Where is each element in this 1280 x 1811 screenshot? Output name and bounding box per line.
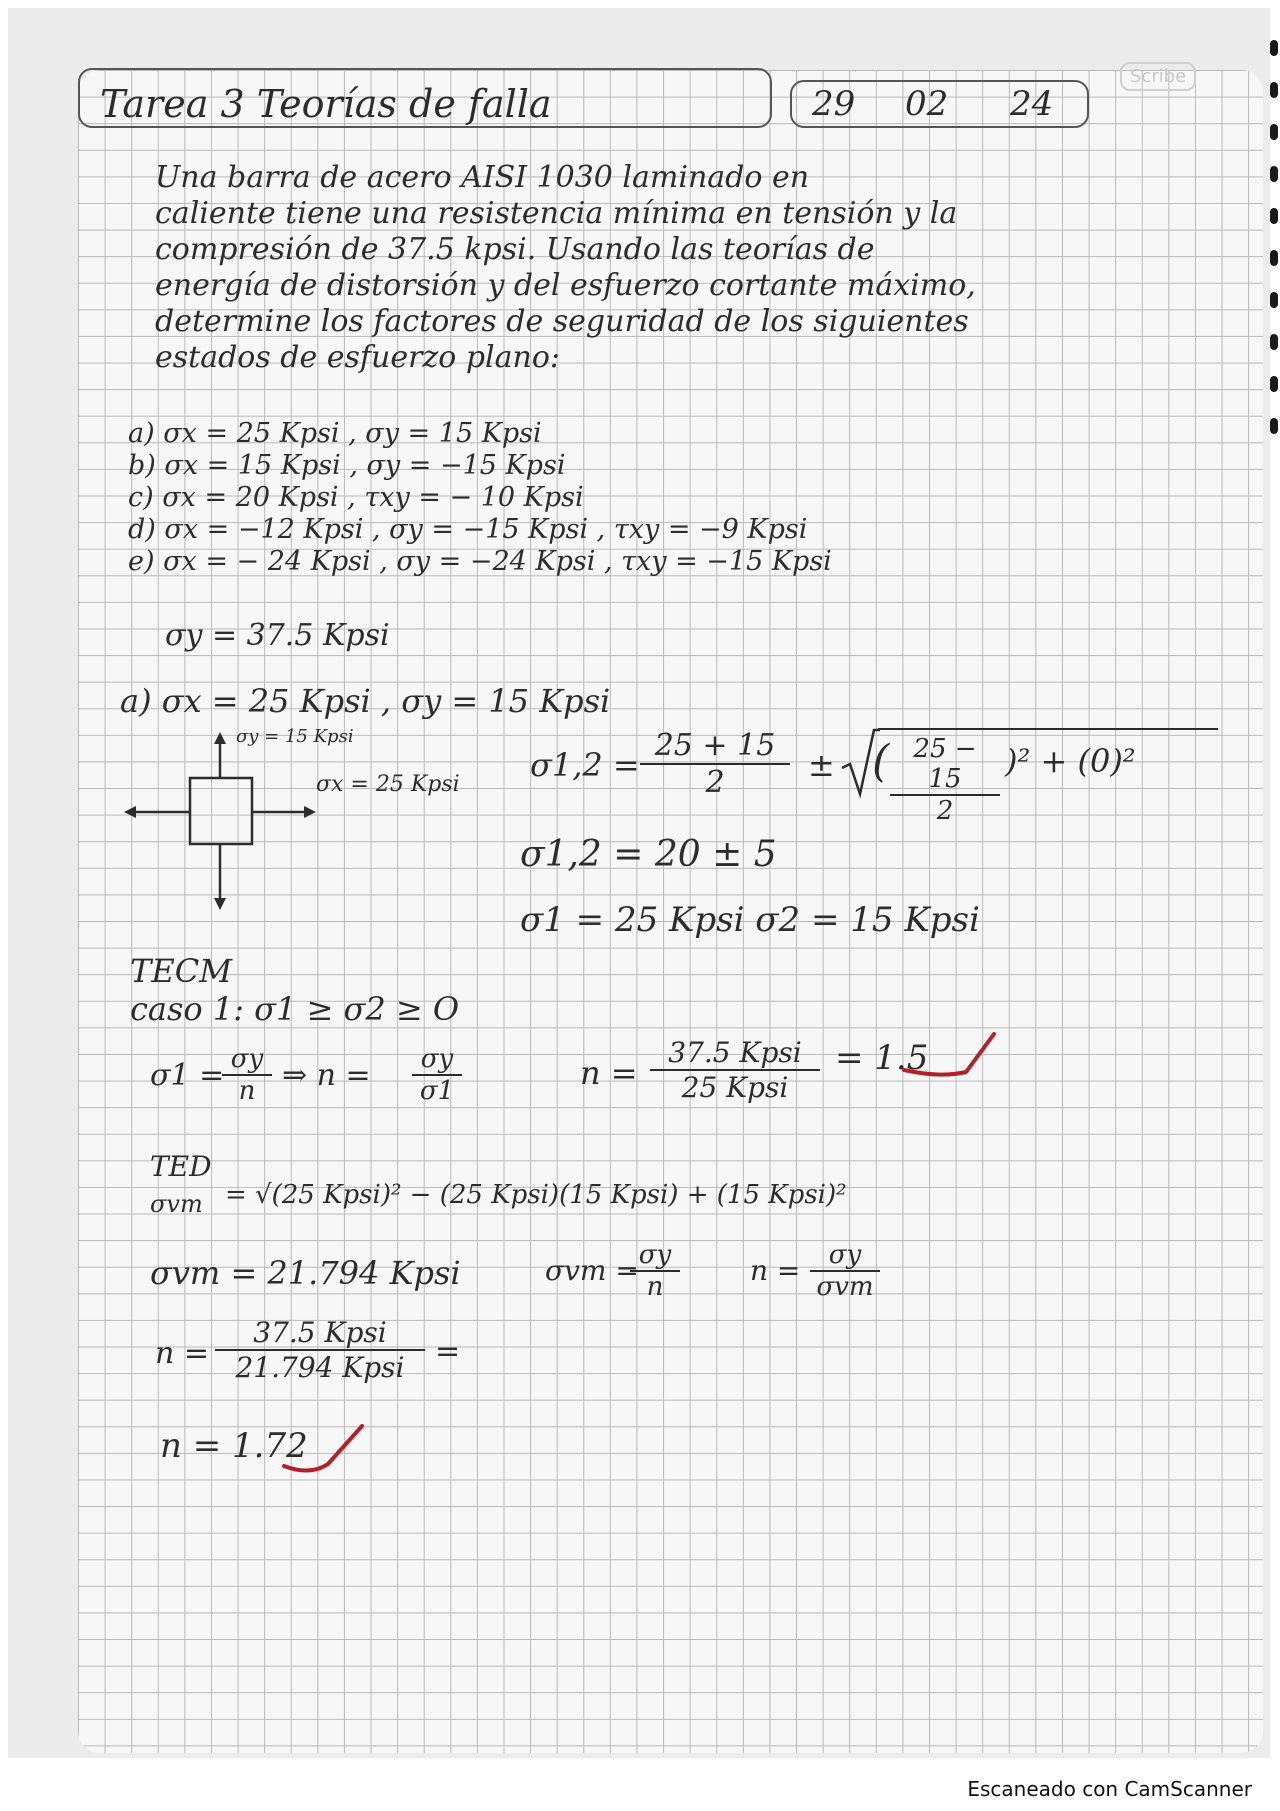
tecm-n-fraction: 37.5 Kpsi 25 Kpsi xyxy=(650,1036,820,1104)
tecm-rel-lhs: σ1 = xyxy=(150,1058,225,1093)
sqrt-tail: )² + (0)² xyxy=(1005,742,1136,780)
diagram-sigma-y-label: σy = 15 Kpsi xyxy=(236,726,354,747)
sqrt-bar xyxy=(878,728,1218,730)
stress-element-diagram xyxy=(120,730,320,920)
tecm-rel-fraction: $\frac{\sigma y}{n}$ xyxy=(222,1044,272,1106)
ted-rel2-fraction: σy σvm xyxy=(810,1240,880,1302)
problem-line: determine los factores de seguridad de los siguientes xyxy=(155,304,969,339)
date-day: 29 xyxy=(812,84,856,124)
check-mark-icon xyxy=(280,1420,370,1480)
given-yield: σy = 37.5 Kpsi xyxy=(165,618,390,653)
ted-title: TED xyxy=(150,1150,212,1183)
sqrt-open-paren: ( xyxy=(872,736,890,787)
principal-eq-lhs: σ1,2 = xyxy=(530,746,640,784)
problem-line: caliente tiene una resistencia mínima en tensión y la xyxy=(155,196,958,231)
tecm-rel-arrow: ⇒ n = xyxy=(282,1058,371,1093)
ted-n-lhs: n = xyxy=(155,1336,209,1371)
ted-vm-label: σvm xyxy=(150,1190,203,1218)
ted-rel-fraction: $\frac{\sigma y}{n}$ xyxy=(630,1240,680,1302)
ted-rel-lhs: σvm = xyxy=(545,1254,639,1287)
principal-stresses: σ1 = 25 Kpsi σ2 = 15 Kpsi xyxy=(520,900,980,940)
spiral-binding xyxy=(1268,40,1280,460)
ted-vm-value: σvm = 21.794 Kpsi xyxy=(150,1254,461,1292)
case-item: c) σx = 20 Kpsi , τxy = − 10 Kpsi xyxy=(128,482,584,513)
ted-n-result: n = 1.72 xyxy=(160,1426,308,1466)
case-item: e) σx = − 24 Kpsi , σy = −24 Kpsi , τxy = −15 Kpsi xyxy=(128,546,832,577)
problem-line: energía de distorsión y del esfuerzo cortante máximo, xyxy=(155,268,976,303)
ted-n-fraction: 37.5 Kpsi 21.794 Kpsi xyxy=(215,1316,425,1384)
problem-line: estados de esfuerzo plano: xyxy=(155,340,561,375)
ted-n-equals: = xyxy=(435,1334,461,1369)
principal-eq-fraction: $\frac{25 + 15}{2}$ xyxy=(640,728,790,800)
scanner-watermark: Escaneado con CamScanner xyxy=(967,1777,1252,1801)
check-mark-icon xyxy=(900,1030,1000,1080)
scribe-stamp: Scribe xyxy=(1120,62,1196,91)
tecm-case: caso 1: σ1 ≥ σ2 ≥ O xyxy=(130,990,460,1028)
tecm-n-lhs: n = xyxy=(580,1054,638,1092)
date-month: 02 xyxy=(905,84,949,124)
ted-vm-expression: = √(25 Kpsi)² − (25 Kpsi)(15 Kpsi) + (15 Kpsi)² xyxy=(225,1180,847,1210)
tecm-rel2-fraction: $\frac{\sigma y}{\sigma 1}$ xyxy=(412,1044,462,1106)
case-item: b) σx = 15 Kpsi , σy = −15 Kpsi xyxy=(128,450,566,481)
problem-line: Una barra de acero AISI 1030 laminado en xyxy=(155,160,810,195)
sqrt-fraction: $\frac{25 - 15}{2}$ xyxy=(890,734,1000,826)
case-item: a) σx = 25 Kpsi , σy = 15 Kpsi xyxy=(128,418,542,449)
case-item: d) σx = −12 Kpsi , σy = −15 Kpsi , τxy = −9 Kpsi xyxy=(128,514,808,545)
page-title: Tarea 3 Teorías de falla xyxy=(100,82,552,126)
part-a-heading: a) σx = 25 Kpsi , σy = 15 Kpsi xyxy=(120,682,611,720)
diagram-sigma-x-label: σx = 25 Kpsi xyxy=(316,772,460,797)
plus-minus-sign: ± xyxy=(808,746,835,784)
problem-line: compresión de 37.5 kpsi. Usando las teorías de xyxy=(155,232,875,267)
tecm-title: TECM xyxy=(130,952,232,990)
date-year: 24 xyxy=(1010,84,1054,124)
principal-result: σ1,2 = 20 ± 5 xyxy=(520,834,777,875)
tecm-n-result: = 1.5 xyxy=(835,1038,929,1078)
ted-rel2-lhs: n = xyxy=(750,1254,801,1287)
